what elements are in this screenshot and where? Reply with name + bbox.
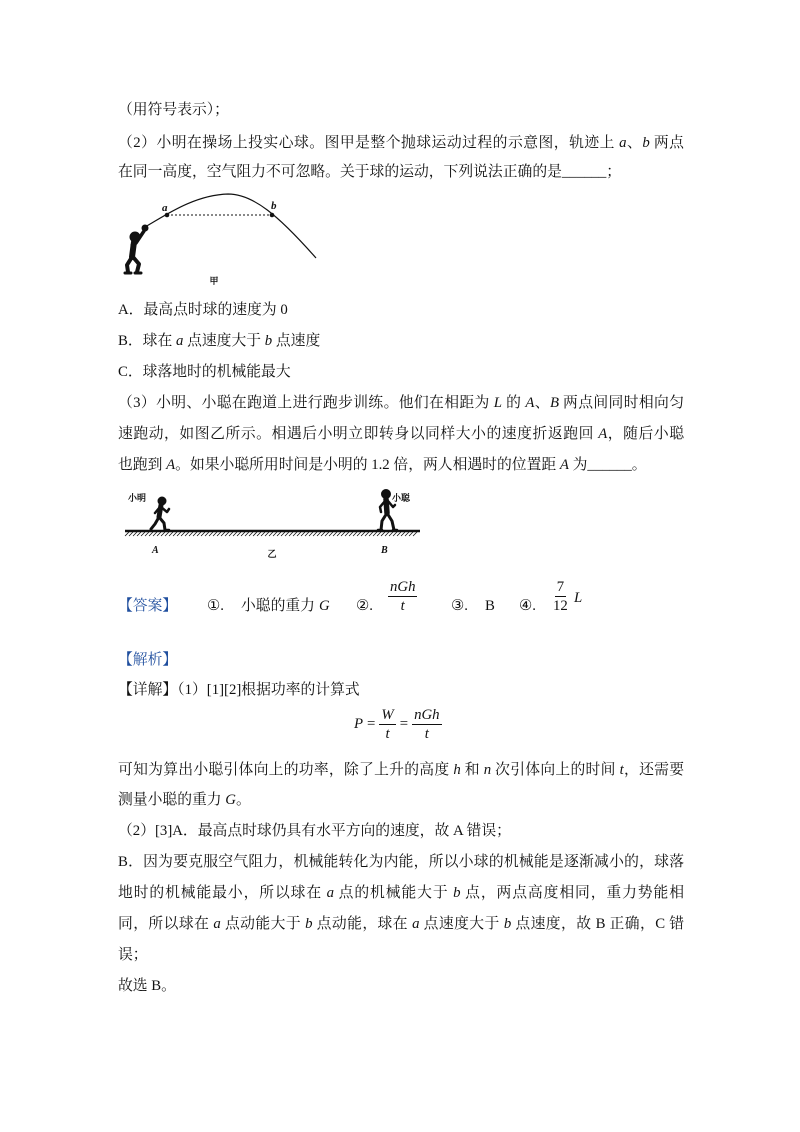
analysis-line-3 <box>118 821 511 841</box>
text-run: C．球落地时的机械能最大 <box>118 364 291 380</box>
text-run: （2）小明在操场上投实心球。图甲是整个抛球运动过程的示意图，轨迹上 <box>118 135 620 151</box>
text-run: （3）小明、小聪在跑道上进行跑步训练。他们在相距为 <box>118 395 494 411</box>
text-run: （1）[1][2]根据功率的计算式 <box>177 682 360 698</box>
detail-label: 【详解】 <box>118 682 178 698</box>
question-2-stem-line-2 <box>118 162 621 182</box>
text-run: ，随后小聪 <box>607 426 684 442</box>
answer-item-3 <box>451 596 495 616</box>
figure-caption-jia: 甲 <box>209 276 219 286</box>
answer-text: 小聪的重力 <box>240 598 315 614</box>
text-run: 和 <box>460 762 484 778</box>
text-run: 误； <box>118 947 148 963</box>
text-run: 可知为算出小聪引体向上的功率，除了上升的高度 <box>118 762 454 778</box>
ground-hatch <box>125 532 417 536</box>
formula-equals: = <box>367 716 376 732</box>
text-run: B．因为要克服空气阻力，机械能转化为内能，所以小球的机械能是逐渐减小的，球落 <box>118 854 684 870</box>
text-run: B．球在 <box>118 333 176 349</box>
text-run: 、 <box>534 395 550 411</box>
fraction-denominator: 12 <box>553 598 568 614</box>
variable-G: G <box>225 792 236 808</box>
answer-number: ①. <box>207 598 224 614</box>
text-run: 两点间同时相向匀 <box>558 395 685 411</box>
answer-number: ④. <box>519 598 536 614</box>
text-run: 点动能大于 <box>220 916 306 932</box>
question-3-stem-line-1 <box>118 393 684 413</box>
text-run: 为______。 <box>568 457 647 473</box>
text-run: 。 <box>235 792 251 808</box>
answer-number: ③. <box>451 598 468 614</box>
option-b <box>118 331 320 351</box>
fraction-numerator: nGh <box>390 579 416 595</box>
fraction-numerator: nGh <box>414 707 440 723</box>
answer-label: 【答案】 <box>118 598 178 614</box>
analysis-line-1 <box>118 760 684 780</box>
variable-a: a <box>213 916 221 932</box>
text-run: 点速度 <box>272 333 321 349</box>
text-run: 地时的机械能最小，所以球在 <box>118 885 327 901</box>
option-c <box>118 362 291 382</box>
variable-b: b <box>642 135 650 151</box>
text-run: A．最高点时球的速度为 0 <box>118 302 288 318</box>
analysis-detail-intro <box>118 680 360 700</box>
text-run: 的 <box>502 395 526 411</box>
thrower-figure <box>125 225 148 273</box>
variable-L: L <box>574 590 583 606</box>
variable-B: B <box>549 395 559 411</box>
text-run: 点速度大于 <box>183 333 265 349</box>
formula-power-symbol: P <box>354 716 364 732</box>
text-run: 点的机械能大于 <box>334 885 454 901</box>
variable-a: a <box>412 916 420 932</box>
analysis-line-7 <box>118 945 148 965</box>
runner-left-label: 小明 <box>128 493 147 503</box>
variable-A: A <box>525 395 535 411</box>
answer-item-2 <box>356 578 436 618</box>
figure-yi-track-diagram <box>122 485 422 560</box>
variable-a: a <box>619 135 627 151</box>
figure-jia-throw-diagram <box>118 185 328 290</box>
point-b-label: b <box>271 200 277 212</box>
answer-item-4 <box>519 578 599 618</box>
answer-text: B <box>484 598 495 614</box>
question-1-tail-line <box>118 100 229 120</box>
fraction-denominator: t <box>400 598 405 614</box>
variable-L: L <box>493 395 503 411</box>
answer-item-1 <box>207 596 330 616</box>
point-a-label: a <box>162 202 168 214</box>
text-run: 。如果小聪所用时间是小明的 1.2 倍，两人相遇时的位置距 <box>175 457 560 473</box>
runner-xiaoming-figure <box>151 497 169 530</box>
variable-A: A <box>559 457 569 473</box>
formula-fraction-nGh-over-t <box>412 706 441 743</box>
variable-G: G <box>318 598 330 614</box>
text-run: ，还需要 <box>623 762 684 778</box>
text-run: 测量小聪的重力 <box>118 792 226 808</box>
variable-b: b <box>503 916 512 932</box>
variable-b: b <box>453 885 461 901</box>
text-run: 点速度大于 <box>419 916 504 932</box>
variable-b: b <box>264 333 273 349</box>
text-run: （用符号表示）； <box>118 102 229 118</box>
analysis-line-5 <box>118 883 684 903</box>
text-run: 两点 <box>649 135 684 151</box>
variable-n: n <box>483 762 492 778</box>
text-run: 点，两点高度相同，重力势能相 <box>460 885 684 901</box>
power-formula <box>354 706 442 743</box>
text-run: 也跑到 <box>118 457 167 473</box>
point-B-label: B <box>381 545 388 556</box>
question-3-stem-line-2 <box>118 424 684 444</box>
fraction-denominator: t <box>424 726 429 742</box>
analysis-conclusion <box>118 976 176 996</box>
text-run: 点速度，故 B 正确，C 错 <box>511 916 684 932</box>
question-2-stem-line-1 <box>118 133 684 153</box>
variable-t: t <box>619 762 624 778</box>
figure-caption-yi: 乙 <box>267 549 277 559</box>
fraction-denominator: t <box>385 726 390 742</box>
variable-b: b <box>305 916 313 932</box>
text-run: 【解析】 <box>118 652 178 668</box>
text-run: 点动能，球在 <box>312 916 413 932</box>
text-run: 在同一高度，空气阻力不可忽略。关于球的运动，下列说法正确的是______； <box>118 164 622 180</box>
analysis-line-6 <box>118 914 684 934</box>
text-run: 速跑动，如图乙所示。相遇后小明立即转身以同样大小的速度折返跑回 <box>118 426 599 442</box>
fraction-numerator: W <box>381 707 394 723</box>
variable-a: a <box>326 885 335 901</box>
fraction-numerator: 7 <box>556 579 565 595</box>
text-run: 次引体向上的时间 <box>491 762 620 778</box>
question-3-stem-line-3 <box>118 455 647 475</box>
analysis-label <box>118 650 177 670</box>
variable-a: a <box>175 333 184 349</box>
answer-fraction-7-over-12 <box>551 578 570 615</box>
answer-number: ②. <box>356 598 373 614</box>
variable-A: A <box>598 426 608 442</box>
option-a <box>118 300 288 320</box>
formula-fraction-W-over-t <box>379 706 395 743</box>
point-A-label: A <box>152 545 159 556</box>
text-run: （2）[3]A．最高点时球仍具有水平方向的速度，故 A 错误； <box>118 823 511 839</box>
variable-h: h <box>453 762 461 778</box>
text-run: 故选 B。 <box>118 978 176 994</box>
analysis-line-2 <box>118 790 251 810</box>
point-b-dot <box>270 213 275 218</box>
runner-right-label: 小聪 <box>392 493 411 503</box>
analysis-line-4 <box>118 852 684 872</box>
text-run: 、 <box>626 135 643 151</box>
answer-fraction-nGh-over-t <box>388 578 417 615</box>
trajectory-curve <box>145 194 316 258</box>
text-run: 同，所以球在 <box>118 916 214 932</box>
variable-A: A <box>166 457 176 473</box>
formula-equals: = <box>399 716 409 732</box>
